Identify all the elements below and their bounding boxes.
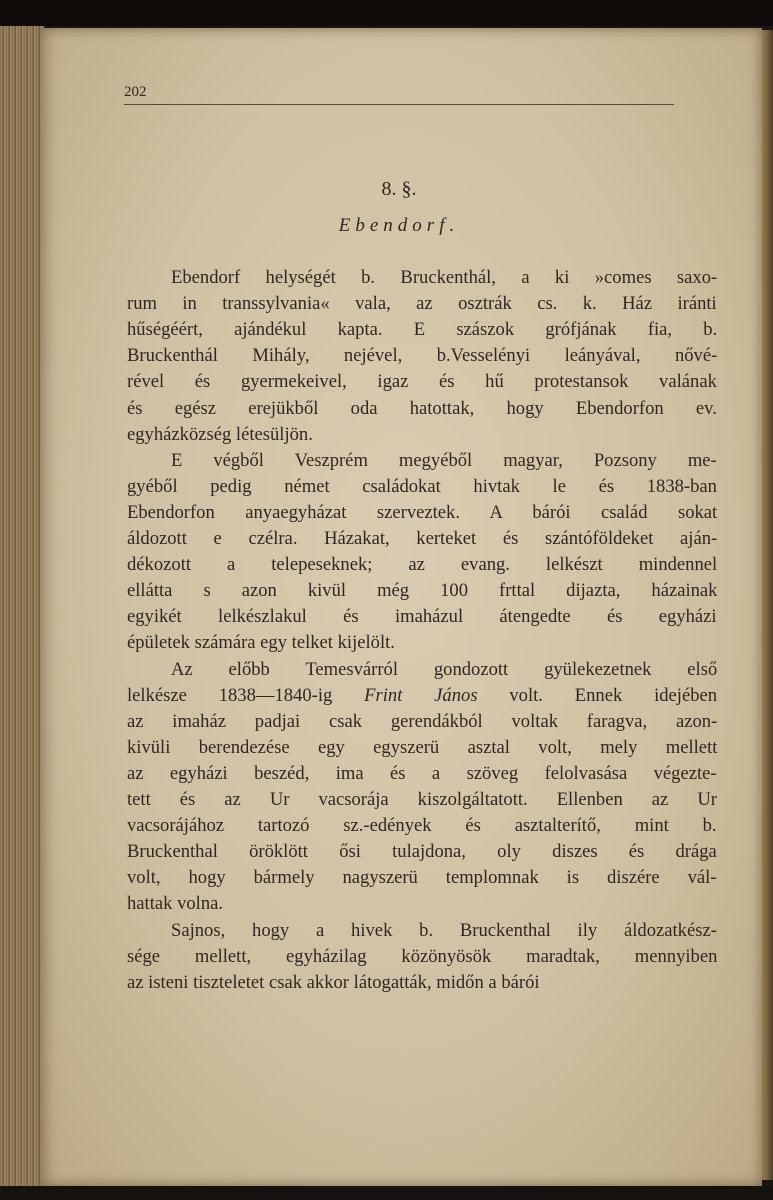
section-number: 8. §.	[381, 178, 417, 200]
text-line: az imaház padjai csak gerendákból voltak faragva, azon-	[127, 710, 718, 732]
text-line: áldozott e czélra. Házakat, kerteket és szántóföldeket aján-	[127, 528, 718, 549]
text-line: egyházközség létesüljön.	[127, 423, 313, 445]
running-header	[124, 84, 674, 105]
text-line: hattak volna.	[127, 893, 224, 915]
text-line: épületek számára egy telket kijelölt.	[127, 632, 395, 654]
text-line	[127, 683, 717, 709]
text-line: Sajnos, hogy a hivek b. Bruckenthal ily áldozatkész-	[171, 919, 717, 941]
text-line: tett és az Ur vacsorája kiszolgáltatott. Ellenben az Ur	[127, 789, 717, 810]
text-line: volt, hogy bármely nagyszerü templomnak is diszére vál-	[127, 867, 717, 889]
text-line: sége mellett, egyházilag közönyösök maradtak, mennyiben	[127, 945, 718, 967]
text-line: E végből Veszprém megyéből magyar, Pozsony me-	[171, 449, 717, 471]
text-segment: volt. Ennek idejében	[477, 684, 718, 706]
scan-top-border	[0, 0, 773, 26]
page-number: 202	[124, 84, 147, 100]
text-line: egyikét lelkészlakul és imaházul átengedte és egyházi	[127, 606, 717, 628]
text-line: rum in transsylvania« vala, az osztrák cs. k. Ház iránti	[127, 293, 717, 315]
scan-bottom-border	[0, 1186, 773, 1200]
text-line: Bruckenthál Mihály, nejével, b.Vesselényi leányával, nővé-	[127, 345, 718, 367]
text-line: Bruckenthal öröklött ősi tulajdona, oly diszes és drága	[127, 841, 717, 863]
text-line: kivüli berendezése egy egyszerü asztal volt, mely mellett	[127, 736, 718, 758]
text-segment: lelkésze 1838—1840-ig	[127, 684, 365, 706]
text-line: Az előbb Temesvárról gondozott gyülekezetnek első	[171, 658, 718, 680]
text-line: rével és gyermekeivel, igaz és hű protestansok valának	[127, 371, 717, 393]
text-line: az isteni tiszteletet csak akkor látogatták, midőn a bárói	[127, 971, 540, 993]
text-line: az egyházi beszéd, ima és a szöveg felolvasása végezte-	[127, 762, 717, 784]
text-line: dékozott a telepeseknek; az evang. lelkészt mindennel	[127, 554, 718, 576]
text-line: Ebendorf helységét b. Bruckenthál, a ki »comes saxo-	[171, 267, 718, 288]
person-name: Frint János	[364, 684, 478, 706]
book-page-edges	[0, 26, 44, 1186]
text-line: vacsorájához tartozó sz.-edények és asztalterítő, mint b.	[127, 815, 717, 837]
text-line: gyéből pedig német családokat hivtak le és 1838-ban	[127, 475, 717, 497]
section-title: Ebendorf.	[338, 215, 460, 236]
text-line: hűségéért, ajándékul kapta. E szászok grófjának fia, b.	[127, 319, 718, 341]
text-line: Ebendorfon anyaegyházat szerveztek. A bárói család sokat	[127, 501, 718, 523]
text-line: ellátta s azon kivül még 100 frttal dijazta, házainak	[127, 580, 718, 602]
text-line: és egész erejükből oda hatottak, hogy Ebendorfon ev.	[127, 397, 717, 419]
